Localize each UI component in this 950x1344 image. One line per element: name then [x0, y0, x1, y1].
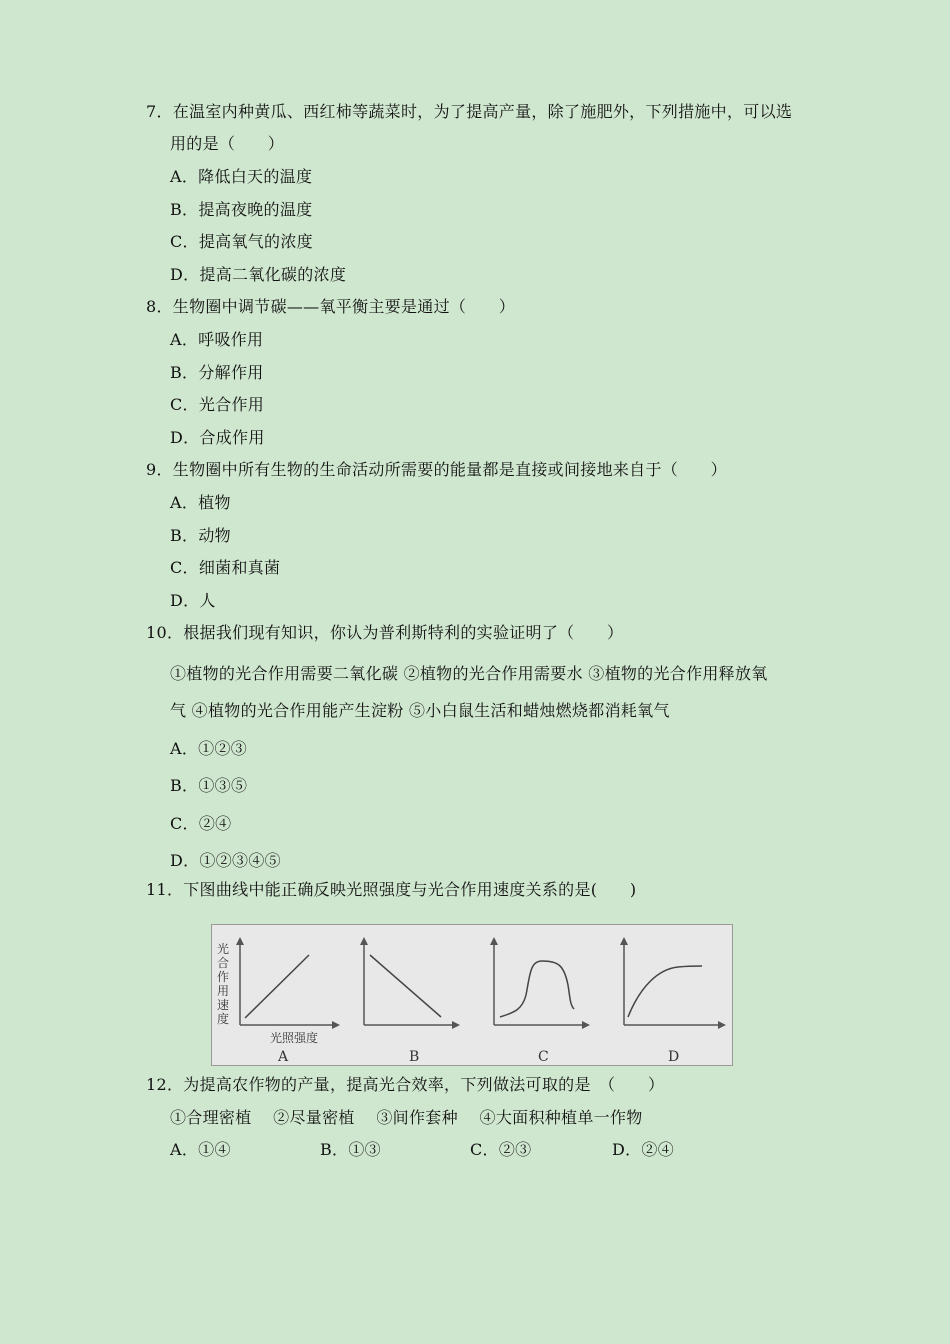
q7-stem-line1: 7．在温室内种黄瓜、西红柿等蔬菜时，为了提高产量，除了施肥外，下列措施中，可以选: [146, 102, 793, 121]
q12-option-b: B．①③: [320, 1140, 381, 1159]
q7-option-b: B．提高夜晚的温度: [170, 200, 313, 219]
q7-option-d: D．提高二氧化碳的浓度: [170, 265, 347, 284]
q11-curves-figure: [211, 924, 733, 1066]
svg-text:光合作用速度: 光合作用速度: [217, 942, 230, 1026]
q9-stem: 9．生物圈中所有生物的生命活动所需要的能量都是直接或间接地来自于（ ）: [146, 460, 727, 479]
q8-option-b: B．分解作用: [170, 363, 264, 382]
q9-option-d: D．人: [170, 591, 216, 610]
panel-c-curve: [500, 961, 574, 1017]
panel-d-curve: [628, 966, 702, 1017]
panel-a-curve: [245, 955, 309, 1018]
q10-option-d: D．①②③④⑤: [170, 851, 281, 870]
q8-option-c: C．光合作用: [170, 395, 265, 414]
q8-stem: 8．生物圈中调节碳——氧平衡主要是通过（ ）: [146, 297, 516, 316]
panel-d-label: D: [668, 1049, 680, 1065]
panel-c: [490, 937, 590, 1065]
panel-b-label: B: [409, 1049, 420, 1065]
q10-option-c: C．②④: [170, 814, 232, 833]
panel-a-label: A: [278, 1049, 289, 1065]
q10-stem: 10．根据我们现有知识，你认为普利斯特利的实验证明了（ ）: [146, 623, 624, 642]
q10-option-b: B．①③⑤: [170, 776, 248, 795]
q10-statements-line2: 气 ④植物的光合作用能产生淀粉 ⑤小白鼠生活和蜡烛燃烧都消耗氧气: [170, 701, 670, 720]
q10-option-a: A．①②③: [170, 739, 248, 758]
q12-option-d: D．②④: [612, 1140, 675, 1159]
x-axis-label: 光照强度: [270, 1031, 319, 1045]
panel-b: [360, 937, 460, 1065]
q7-option-c: C．提高氧气的浓度: [170, 232, 313, 251]
q7-option-a: A．降低白天的温度: [170, 167, 313, 186]
q9-option-b: B．动物: [170, 526, 231, 545]
q12-option-c: C．②③: [470, 1140, 532, 1159]
q12-statements: ①合理密植 ②尽量密植 ③间作套种 ④大面积种植单一作物: [170, 1108, 643, 1127]
q9-option-c: C．细菌和真菌: [170, 558, 281, 577]
panel-d: [620, 937, 726, 1065]
q8-option-d: D．合成作用: [170, 428, 265, 447]
q9-option-a: A．植物: [170, 493, 231, 512]
panel-b-curve: [370, 955, 441, 1017]
panel-a: [236, 937, 340, 1065]
y-axis-label: [217, 941, 229, 1026]
q7-stem-line2: 用的是（ ）: [170, 134, 285, 153]
q12-option-a: A．①④: [170, 1140, 231, 1159]
panel-c-label: C: [538, 1049, 549, 1065]
q10-statements-line1: ①植物的光合作用需要二氧化碳 ②植物的光合作用需要水 ③植物的光合作用释放氧: [170, 664, 768, 683]
q8-option-a: A．呼吸作用: [170, 330, 264, 349]
q12-stem: 12．为提高农作物的产量，提高光合效率，下列做法可取的是 （ ）: [146, 1075, 665, 1094]
q11-stem: 11．下图曲线中能正确反映光照强度与光合作用速度关系的是( ): [146, 880, 637, 899]
